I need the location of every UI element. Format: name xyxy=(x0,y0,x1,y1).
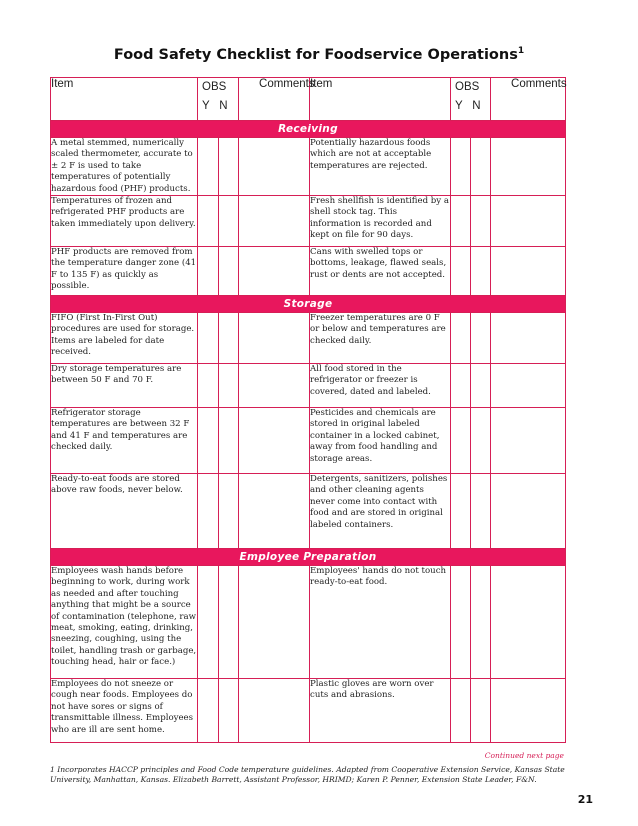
continued-note: Continued next page xyxy=(484,751,564,760)
item-text-left: Ready-to-eat foods are stored above raw foods, never below. xyxy=(51,474,198,549)
no-cell[interactable] xyxy=(219,313,239,364)
page-title-text: Food Safety Checklist for Foodservice Operations xyxy=(113,46,518,63)
item-text-left: Dry storage temperatures are between 50 F and 70 F. xyxy=(51,364,198,408)
no-cell[interactable] xyxy=(219,679,239,743)
no-cell[interactable] xyxy=(471,679,491,743)
yes-cell[interactable] xyxy=(198,138,219,196)
page-number: 21 xyxy=(577,793,593,806)
yes-cell[interactable] xyxy=(451,247,471,296)
item-text-left: Temperatures of frozen and refrigerated PHF products are taken immediately upon delivery. xyxy=(51,196,198,247)
comments-cell[interactable] xyxy=(239,679,310,743)
section-header-row xyxy=(51,549,566,566)
comments-cell[interactable] xyxy=(491,196,566,247)
yes-cell[interactable] xyxy=(451,408,471,474)
table-row xyxy=(51,247,566,296)
no-cell[interactable] xyxy=(471,196,491,247)
comments-cell[interactable] xyxy=(239,566,310,679)
no-cell[interactable] xyxy=(471,364,491,408)
comments-cell[interactable] xyxy=(491,474,566,549)
comments-cell[interactable] xyxy=(239,474,310,549)
item-text-left: Employees wash hands before beginning to work, during work as needed and after touching anything that might be a source of contamination (telephone, raw meat, smoking, eating, drinking, sneezing, coughing, using the toilet, handling trash or garbage, touching head, hair or face.) xyxy=(51,566,198,679)
section-title: Employee Preparation xyxy=(51,549,566,566)
item-text-right: All food stored in the refrigerator or freezer is covered, dated and labeled. xyxy=(310,364,451,408)
item-text-left: FIFO (First In-First Out) procedures are used for storage. Items are labeled for date received. xyxy=(51,313,198,364)
yes-cell[interactable] xyxy=(451,313,471,364)
yes-cell[interactable] xyxy=(198,474,219,549)
no-cell[interactable] xyxy=(471,247,491,296)
comments-cell[interactable] xyxy=(239,364,310,408)
item-text-right: Pesticides and chemicals are stored in original labeled container in a locked cabinet, away from food handling and storage areas. xyxy=(310,408,451,474)
table-row xyxy=(51,566,566,679)
title-footnote-mark: 1 xyxy=(517,46,525,56)
item-text-right: Detergents, sanitizers, polishes and other cleaning agents never come into contact with food and are stored in original labeled containers. xyxy=(310,474,451,549)
yes-cell[interactable] xyxy=(198,313,219,364)
obs-label-right: OBS xyxy=(455,81,480,93)
no-cell[interactable] xyxy=(219,566,239,679)
comments-cell[interactable] xyxy=(239,408,310,474)
yes-cell[interactable] xyxy=(451,364,471,408)
yes-cell[interactable] xyxy=(198,679,219,743)
yes-cell[interactable] xyxy=(198,247,219,296)
col-item-header: Item xyxy=(51,78,198,121)
page-title xyxy=(0,46,638,63)
comments-cell[interactable] xyxy=(239,313,310,364)
yes-cell[interactable] xyxy=(451,196,471,247)
comments-cell[interactable] xyxy=(491,566,566,679)
comments-cell[interactable] xyxy=(491,138,566,196)
yes-cell[interactable] xyxy=(198,196,219,247)
col-comments-header-right: Comments xyxy=(491,78,566,121)
no-label: N xyxy=(219,100,228,112)
col-item-header-right: Item xyxy=(310,78,451,121)
no-cell[interactable] xyxy=(219,408,239,474)
item-text-right: Freezer temperatures are 0 F or below and temperatures are checked daily. xyxy=(310,313,451,364)
checklist-table xyxy=(50,77,566,743)
yes-cell[interactable] xyxy=(198,408,219,474)
section-header-row xyxy=(51,296,566,313)
no-cell[interactable] xyxy=(471,138,491,196)
table-row xyxy=(51,313,566,364)
no-cell[interactable] xyxy=(219,474,239,549)
no-cell[interactable] xyxy=(219,364,239,408)
section-title: Receiving xyxy=(51,121,566,138)
table-row xyxy=(51,364,566,408)
comments-cell[interactable] xyxy=(491,408,566,474)
item-text-left: A metal stemmed, numerically scaled thermometer, accurate to ± 2 F is used to take temperatures of potentially hazardous food (PHF) products. xyxy=(51,138,198,196)
table-row xyxy=(51,196,566,247)
no-cell[interactable] xyxy=(219,196,239,247)
comments-cell[interactable] xyxy=(239,247,310,296)
obs-label: OBS xyxy=(202,81,227,93)
item-text-right: Potentially hazardous foods which are not at acceptable temperatures are rejected. xyxy=(310,138,451,196)
col-obs-header xyxy=(198,78,239,121)
item-text-right: Employees' hands do not touch ready-to-eat food. xyxy=(310,566,451,679)
table-row xyxy=(51,679,566,743)
item-text-right: Fresh shellfish is identified by a shell stock tag. This information is recorded and kept on file for 90 days. xyxy=(310,196,451,247)
col-obs-header-right xyxy=(451,78,491,121)
table-row xyxy=(51,138,566,196)
item-text-right: Plastic gloves are worn over cuts and abrasions. xyxy=(310,679,451,743)
table-row xyxy=(51,474,566,549)
no-cell[interactable] xyxy=(471,474,491,549)
yes-cell[interactable] xyxy=(198,566,219,679)
footnote: 1 Incorporates HACCP principles and Food Code temperature guidelines. Adapted from Cooperative Extension Service, Kansas State University, Manhattan, Kansas. Elizabeth Barrett, Assistant Professor, HRIMD; Karen P. Penner, Extension State Leader, F&N. xyxy=(50,765,565,785)
item-text-left: Refrigerator storage temperatures are between 32 F and 41 F and temperatures are checked daily. xyxy=(51,408,198,474)
section-header-row xyxy=(51,121,566,138)
yes-label: Y xyxy=(202,100,210,112)
comments-cell[interactable] xyxy=(491,313,566,364)
comments-cell[interactable] xyxy=(239,196,310,247)
no-label-right: N xyxy=(472,100,481,112)
item-text-right: Cans with swelled tops or bottoms, leakage, flawed seals, rust or dents are not accepted. xyxy=(310,247,451,296)
no-cell[interactable] xyxy=(471,408,491,474)
comments-cell[interactable] xyxy=(491,364,566,408)
yes-cell[interactable] xyxy=(451,566,471,679)
no-cell[interactable] xyxy=(471,566,491,679)
item-text-left: Employees do not sneeze or cough near foods. Employees do not have sores or signs of transmittable illness. Employees who are ill are sent home. xyxy=(51,679,198,743)
yes-cell[interactable] xyxy=(198,364,219,408)
comments-cell[interactable] xyxy=(491,679,566,743)
yes-cell[interactable] xyxy=(451,138,471,196)
item-text-left: PHF products are removed from the temperature danger zone (41 F to 135 F) as quickly as possible. xyxy=(51,247,198,296)
comments-cell[interactable] xyxy=(491,247,566,296)
comments-cell[interactable] xyxy=(239,138,310,196)
section-title: Storage xyxy=(51,296,566,313)
header-row xyxy=(51,78,566,121)
no-cell[interactable] xyxy=(219,247,239,296)
no-cell[interactable] xyxy=(219,138,239,196)
no-cell[interactable] xyxy=(471,313,491,364)
table-row xyxy=(51,408,566,474)
col-comments-header: Comments xyxy=(239,78,310,121)
yes-cell[interactable] xyxy=(451,679,471,743)
yes-label-right: Y xyxy=(455,100,463,112)
yes-cell[interactable] xyxy=(451,474,471,549)
